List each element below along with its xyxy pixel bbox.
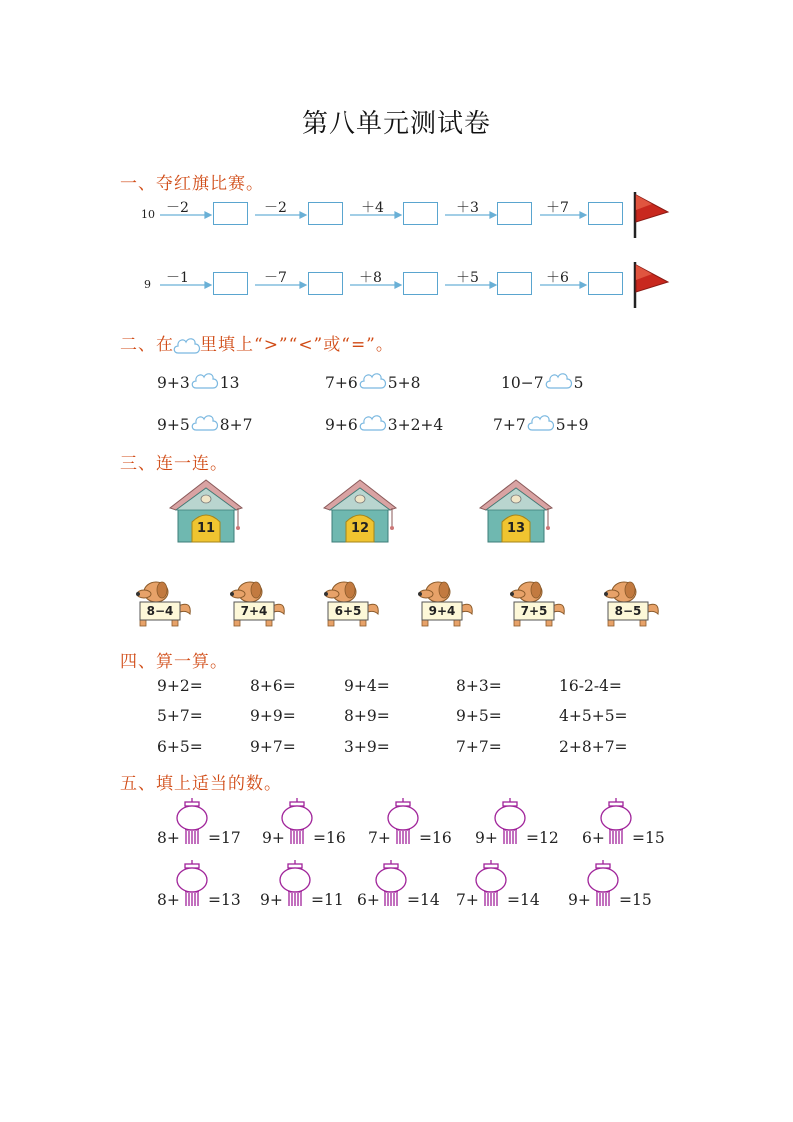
dog-icon: [222, 574, 292, 630]
compare-item: [325, 370, 420, 392]
cloud-blank-icon[interactable]: [526, 412, 556, 432]
section-4-heading: 四、算一算。: [120, 652, 228, 672]
dog-icon: [316, 574, 386, 630]
dog-icon: [596, 574, 666, 630]
lantern-icon[interactable]: [374, 860, 408, 910]
calc-item: 3+9=: [344, 738, 390, 756]
lantern-icon[interactable]: [280, 798, 314, 848]
lantern-icon[interactable]: [278, 860, 312, 910]
calc-item: 4+5+5=: [559, 707, 628, 725]
op-label: ＋5: [456, 270, 479, 286]
compare-right: 5+9: [555, 416, 589, 434]
lantern-left: 9+: [260, 891, 283, 909]
compare-item: [493, 412, 588, 434]
lantern-right: =15: [632, 829, 665, 847]
house-number: 13: [506, 521, 526, 536]
compare-item: [157, 412, 252, 434]
lantern-right: =13: [208, 891, 241, 909]
answer-box[interactable]: [213, 272, 248, 295]
lantern-icon[interactable]: [493, 798, 527, 848]
calc-item: 8+6=: [250, 677, 296, 695]
lantern-icon[interactable]: [599, 798, 633, 848]
answer-box[interactable]: [497, 272, 532, 295]
lantern-left: 8+: [157, 891, 180, 909]
dog-expression: 6+5: [334, 604, 362, 618]
lantern-right: =16: [419, 829, 452, 847]
lantern-icon[interactable]: [474, 860, 508, 910]
cloud-blank-icon[interactable]: [358, 412, 388, 432]
red-flag-icon: [632, 262, 672, 308]
answer-box[interactable]: [588, 202, 623, 225]
cloud-icon: [172, 335, 202, 357]
op-label: ＋6: [546, 270, 569, 286]
lantern-left: 9+: [568, 891, 591, 909]
op-label: －1: [166, 270, 189, 286]
answer-box[interactable]: [308, 272, 343, 295]
answer-box[interactable]: [403, 202, 438, 225]
lantern-icon[interactable]: [175, 860, 209, 910]
lantern-right: =11: [311, 891, 344, 909]
dog-expression: 7+4: [240, 604, 268, 618]
lantern-icon[interactable]: [586, 860, 620, 910]
dog-card[interactable]: [410, 574, 480, 630]
compare-right: 13: [219, 374, 240, 392]
section-1-heading: 一、夺红旗比赛。: [120, 174, 264, 194]
op-label: ＋8: [359, 270, 382, 286]
calc-item: 9+7=: [250, 738, 296, 756]
lantern-left: 9+: [475, 829, 498, 847]
compare-left: 9+3: [157, 374, 190, 392]
cloud-blank-icon[interactable]: [190, 370, 220, 390]
lantern-right: =14: [507, 891, 540, 909]
compare-left: 7+7: [493, 416, 526, 434]
compare-item: [157, 370, 239, 392]
compare-right: 5+8: [387, 374, 421, 392]
dog-expression: 7+5: [520, 604, 548, 618]
answer-box[interactable]: [213, 202, 248, 225]
lantern-icon[interactable]: [386, 798, 420, 848]
lantern-left: 6+: [357, 891, 380, 909]
dog-icon: [410, 574, 480, 630]
lantern-left: 7+: [456, 891, 479, 909]
dog-house[interactable]: [478, 478, 554, 544]
op-label: －2: [166, 200, 189, 216]
answer-box[interactable]: [588, 272, 623, 295]
section-2-heading-post: 里填上“>”“<”或“=”。: [200, 335, 394, 355]
dog-house[interactable]: [168, 478, 244, 544]
answer-box[interactable]: [403, 272, 438, 295]
cloud-blank-icon[interactable]: [544, 370, 574, 390]
calc-item: 5+7=: [157, 707, 203, 725]
house-number: 11: [196, 521, 216, 536]
dog-card[interactable]: [502, 574, 572, 630]
calc-item: 8+9=: [344, 707, 390, 725]
compare-item: [325, 412, 443, 434]
op-label: －7: [264, 270, 287, 286]
lantern-left: 6+: [582, 829, 605, 847]
start-number: 9: [144, 278, 151, 291]
calc-item: 9+4=: [344, 677, 390, 695]
lantern-right: =15: [619, 891, 652, 909]
dog-expression: 8−4: [146, 604, 174, 618]
compare-left: 7+6: [325, 374, 358, 392]
section-3-heading: 三、连一连。: [120, 454, 228, 474]
section-5-heading: 五、填上适当的数。: [120, 774, 282, 794]
lantern-right: =17: [208, 829, 241, 847]
dog-expression: 9+4: [428, 604, 456, 618]
dog-card[interactable]: [222, 574, 292, 630]
compare-right: 8+7: [219, 416, 253, 434]
dog-house[interactable]: [322, 478, 398, 544]
dog-icon: [502, 574, 572, 630]
op-label: ＋3: [456, 200, 479, 216]
op-label: －2: [264, 200, 287, 216]
lantern-icon[interactable]: [175, 798, 209, 848]
calc-item: 9+2=: [157, 677, 203, 695]
compare-left: 9+6: [325, 416, 358, 434]
cloud-blank-icon[interactable]: [358, 370, 388, 390]
dog-card[interactable]: [316, 574, 386, 630]
calc-item: 2+8+7=: [559, 738, 628, 756]
calc-item: 6+5=: [157, 738, 203, 756]
house-number: 12: [350, 521, 370, 536]
answer-box[interactable]: [497, 202, 532, 225]
start-number: 10: [141, 208, 155, 221]
compare-right: 5: [573, 374, 584, 392]
op-label: ＋4: [361, 200, 384, 216]
section-2-heading: [120, 330, 394, 357]
compare-item: [501, 370, 583, 392]
dog-card[interactable]: [128, 574, 198, 630]
lantern-right: =16: [313, 829, 346, 847]
lantern-left: 8+: [157, 829, 180, 847]
page-title: 第八单元测试卷: [301, 109, 491, 139]
arrows: [0, 0, 793, 320]
dog-expression: 8−5: [614, 604, 642, 618]
op-label: ＋7: [546, 200, 569, 216]
compare-right: 3+2+4: [387, 416, 444, 434]
calc-item: 16-2-4=: [559, 677, 622, 695]
dog-icon: [128, 574, 198, 630]
cloud-blank-icon[interactable]: [190, 412, 220, 432]
calc-item: 9+9=: [250, 707, 296, 725]
lantern-left: 9+: [262, 829, 285, 847]
answer-box[interactable]: [308, 202, 343, 225]
compare-left: 9+5: [157, 416, 190, 434]
red-flag-icon: [632, 192, 672, 238]
calc-item: 7+7=: [456, 738, 502, 756]
lantern-right: =12: [526, 829, 559, 847]
lantern-left: 7+: [368, 829, 391, 847]
lantern-right: =14: [407, 891, 440, 909]
calc-item: 8+3=: [456, 677, 502, 695]
section-2-heading-pre: 二、在: [120, 335, 174, 355]
calc-item: 9+5=: [456, 707, 502, 725]
dog-card[interactable]: [596, 574, 666, 630]
compare-left: 10−7: [501, 374, 544, 392]
